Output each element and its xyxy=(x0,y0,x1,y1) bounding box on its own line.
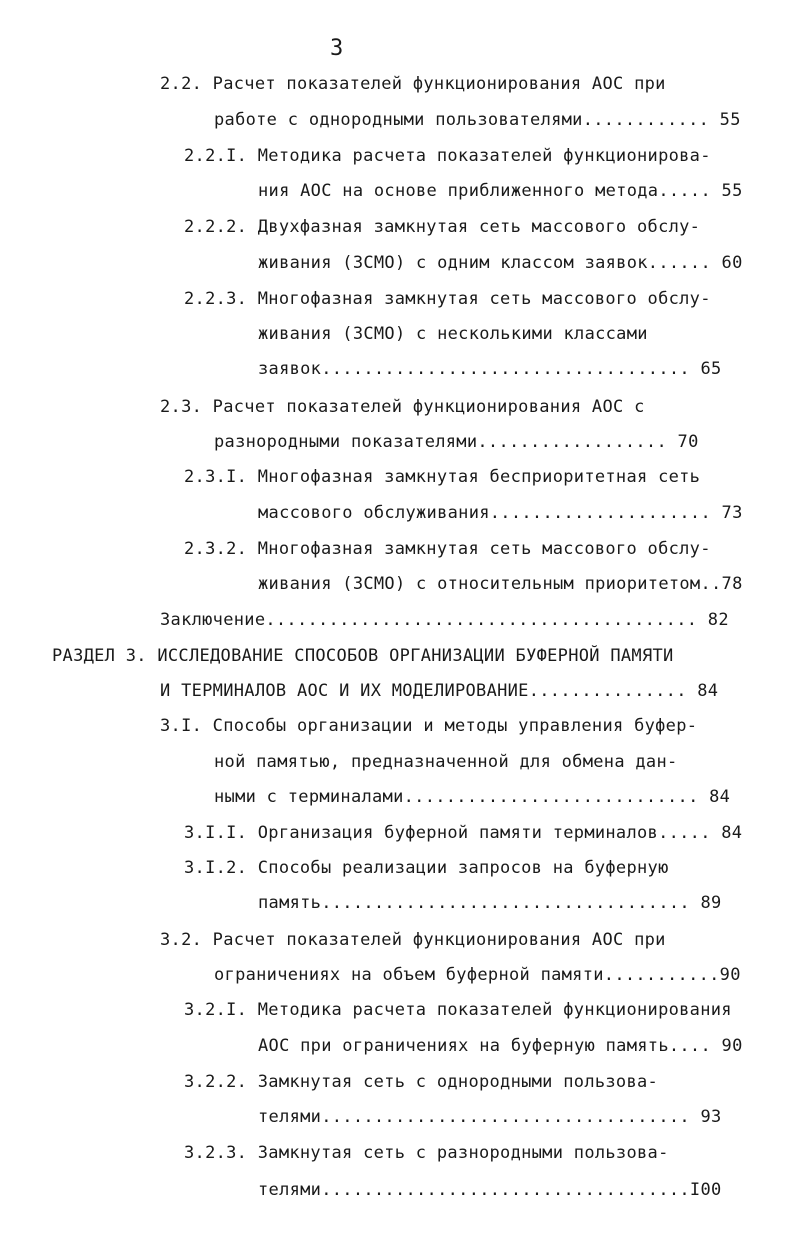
toc-line: 3.2.2. Замкнутая сеть с однородными пользова- xyxy=(184,1072,659,1092)
toc-line: 3.I.2. Способы реализации запросов на буферную xyxy=(184,858,669,878)
toc-line: ния АОС на основе приближенного метода..... 55 xyxy=(258,181,743,201)
toc-line: ной памятью, предназначенной для обмена дан- xyxy=(214,752,678,772)
toc-line: 2.2.I. Методика расчета показателей функционирова- xyxy=(184,146,711,166)
section-heading: РАЗДЕЛ 3. ИССЛЕДОВАНИЕ СПОСОБОВ ОРГАНИЗАЦИИ БУФЕРНОЙ ПАМЯТИ xyxy=(52,646,674,666)
toc-line: работе с однородными пользователями............ 55 xyxy=(214,110,741,130)
toc-line: телями................................... 93 xyxy=(258,1107,722,1127)
toc-line: живания (ЗСМО) с одним классом заявок...... 60 xyxy=(258,253,743,273)
toc-line: ограничениях на объем буферной памяти...........90 xyxy=(214,965,741,985)
toc-line: 2.3.2. Многофазная замкнутая сеть массового обслу- xyxy=(184,539,711,559)
toc-line: память................................... 89 xyxy=(258,893,722,913)
toc-line: АОС при ограничениях на буферную память.... 90 xyxy=(258,1036,743,1056)
page-number: 3 xyxy=(330,36,345,61)
toc-line: 2.2.3. Многофазная замкнутая сеть массового обслу- xyxy=(184,289,711,309)
toc-line: живания (ЗСМО) с несколькими классами xyxy=(258,324,648,344)
toc-line: массового обслуживания..................... 73 xyxy=(258,503,743,523)
toc-line: 3.I. Способы организации и методы управления буфер- xyxy=(160,716,698,736)
toc-line: 2.2.2. Двухфазная замкнутая сеть массового обслу- xyxy=(184,217,701,237)
toc-line: 3.2.3. Замкнутая сеть с разнородными пользова- xyxy=(184,1143,669,1163)
toc-line: 2.2. Расчет показателей функционирования АОС при xyxy=(160,74,666,94)
toc-line: 2.3. Расчет показателей функционирования АОС с xyxy=(160,397,645,417)
toc-line: Заключение......................................... 82 xyxy=(160,610,729,630)
section-heading: И ТЕРМИНАЛОВ АОС И ИХ МОДЕЛИРОВАНИЕ............... 84 xyxy=(160,681,719,701)
toc-line: заявок................................... 65 xyxy=(258,359,722,379)
toc-line: 3.2.I. Методика расчета показателей функционирования xyxy=(184,1000,732,1020)
toc-line: 2.3.I. Многофазная замкнутая бесприоритетная сеть xyxy=(184,467,701,487)
toc-line: 3.I.I. Организация буферной памяти терминалов..... 84 xyxy=(184,823,743,843)
toc-line: живания (ЗСМО) с относительным приоритетом..78 xyxy=(258,574,743,594)
toc-line: телями...................................I00 xyxy=(258,1180,722,1200)
toc-line: ными с терминалами............................ 84 xyxy=(214,787,731,807)
toc-line: 3.2. Расчет показателей функционирования АОС при xyxy=(160,930,666,950)
toc-line: разнородными показателями.................. 70 xyxy=(214,432,699,452)
